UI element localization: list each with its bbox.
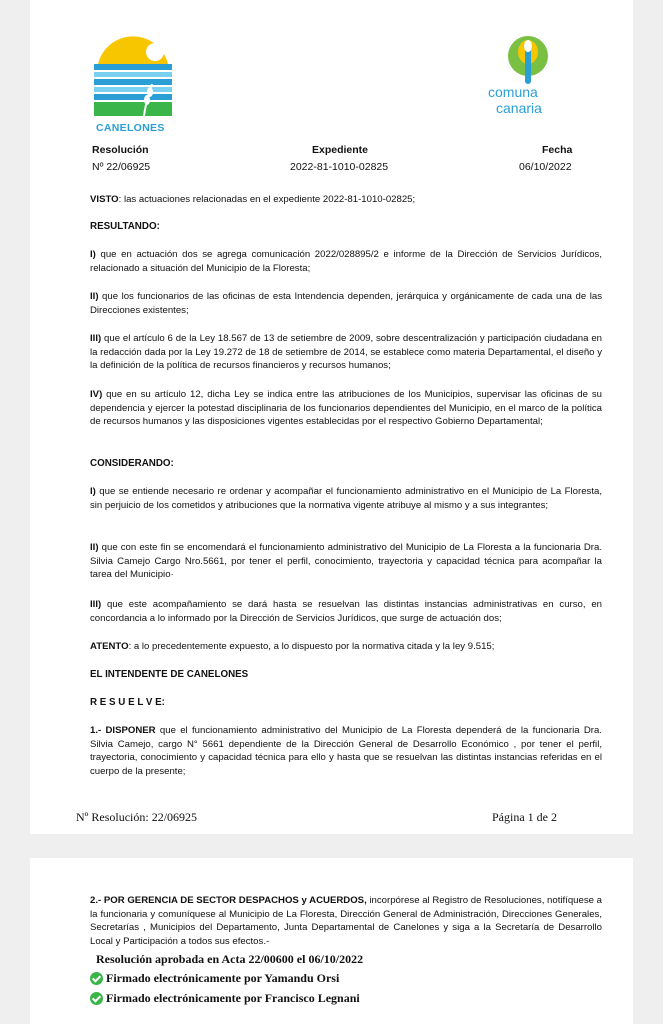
resultando-item-4: IV) que en su artículo 12, dicha Ley se indica entre las atribuciones de los Municipios, supervisar las oficinas de su dependencia y ejercer la potestad disciplinaria de los funcionarios dependientes del Municipio, en el marco de la política de recursos humanos y las disposiciones vigentes establecidas por el respectivo Gobierno Departamental; — [90, 389, 602, 428]
approval-line: Resolución aprobada en Acta 22/00600 el 06/10/2022 — [96, 952, 364, 966]
signature-2-text: Firmado electrónicamente por Francisco Legnani — [106, 991, 360, 1005]
visto-text: : las actuaciones relacionadas en el expediente 2022-81-1010-02825; — [118, 194, 416, 205]
comuna-canaria-logo — [486, 34, 576, 124]
comuna-logo-line1: comuna — [488, 84, 538, 100]
point-1-text: que el funcionamiento administrativo del Municipio de La Floresta dependerá de la funcionaria Dra. Silvia Camejo, cargo N° 5661 dependiente de la Dirección General de Desarrollo Económico , por tener el perfil, trayectoria, conocimiento y capacidad técnica para ello y hasta que se resuelvan las distintas instancias referidas en el cuerpo de la presente; — [90, 725, 602, 777]
fecha-value: 06/10/2022 — [519, 161, 572, 173]
canelones-logo — [92, 22, 174, 134]
point-1-paragraph — [90, 724, 602, 778]
resuelve-heading: R E S U E L V E: — [90, 697, 165, 708]
atento-text: : a lo precedentemente expuesto, a lo dispuesto por la normativa citada y la ley 9.515; — [128, 641, 495, 652]
check-icon — [90, 992, 103, 1005]
canelones-logo-graphic — [92, 22, 174, 122]
canelones-logo-text: CANELONES — [96, 122, 165, 134]
point-2-label: 2.- POR GERENCIA DE SECTOR DESPACHOS y ACUERDOS, — [90, 895, 367, 906]
signature-2 — [90, 991, 360, 1006]
visto-label: VISTO — [90, 194, 119, 205]
expediente-label: Expediente — [312, 144, 369, 156]
resultando-item-3: III) que el artículo 6 de la Ley 18.567 de 13 de setiembre de 2009, sobre descentralización y participación ciudadana en la redacción dada por la Ley 19.272 de 18 de setiembre de 2014, se establece como materia Departamental, el diseño y la definición de la política de recursos financieros y recursos humanos; — [90, 333, 602, 372]
point-1-label: 1.- DISPONER — [90, 725, 156, 736]
considerando-heading: CONSIDERANDO: — [90, 458, 174, 469]
resultando-heading: RESULTANDO: — [90, 221, 160, 232]
fecha-label: Fecha — [542, 144, 573, 156]
footer-page-number: Página 1 de 2 — [492, 810, 557, 824]
atento-label: ATENTO — [90, 641, 129, 652]
intendente-heading: EL INTENDENTE DE CANELONES — [90, 669, 249, 680]
point-2-paragraph — [90, 894, 602, 948]
resultando-item-1: I) que en actuación dos se agrega comunicación 2022/028895/2 e informe de la Dirección de Servicios Jurídicos, relacionado a situación del Municipio de la Floresta; — [90, 249, 602, 274]
signature-1 — [90, 971, 339, 986]
signature-1-text: Firmado electrónicamente por Yamandu Orsi — [106, 971, 340, 985]
point-2-text: incorpórese al Registro de Resoluciones, notifíquese a la funcionaria y comuníquese al Municipio de La Floresta, Dirección General de Administración, Direcciones Generales, Secretarías , Municipios del Departamento, Junta Departamental de Canelones y siga a la Secretaría de Desarrollo Local y Participación a todos sus efectos.- — [90, 895, 602, 947]
resolucion-value: Nº 22/06925 — [92, 161, 151, 173]
footer-resolucion: Nº Resolución: 22/06925 — [76, 810, 198, 824]
considerando-item-1: I) que se entiende necesario re ordenar y acompañar el funcionamiento administrativo en el Municipio de La Floresta, sin perjuicio de los cometidos y atribuciones que la normativa vigente atribuye al mismo y a sus integrantes; — [90, 486, 602, 511]
expediente-value: 2022-81-1010-02825 — [290, 161, 389, 173]
document-page-2 — [30, 858, 633, 1024]
considerando-item-2: II) que con este fin se encomendará el funcionamiento administrativo del Municipio de La Floresta a la funcionaria Dra. Silvia Camejo Cargo Nro.5661, por tener el perfil, conocimiento, trayectoria y capacidad técnica para acompañar la tarea del Municipio· — [90, 542, 602, 581]
resolucion-label: Resolución — [92, 144, 149, 156]
comuna-canaria-emblem — [504, 34, 552, 86]
document-page-1 — [30, 0, 633, 834]
check-icon — [90, 972, 103, 985]
comuna-logo-line2: canaria — [496, 100, 542, 116]
considerando-item-3: III) que este acompañamiento se dará hasta se resuelvan las distintas instancias administrativas en curso, en concordancia a lo informado por la Dirección de Servicios Jurídicos, que surge de actuación dos; — [90, 599, 602, 624]
visto-paragraph — [90, 193, 602, 207]
atento-paragraph — [90, 640, 602, 654]
resultando-item-2: II) que los funcionarios de las oficinas de esta Intendencia dependen, jerárquica y orgánicamente de cada una de las Direcciones existentes; — [90, 291, 602, 316]
